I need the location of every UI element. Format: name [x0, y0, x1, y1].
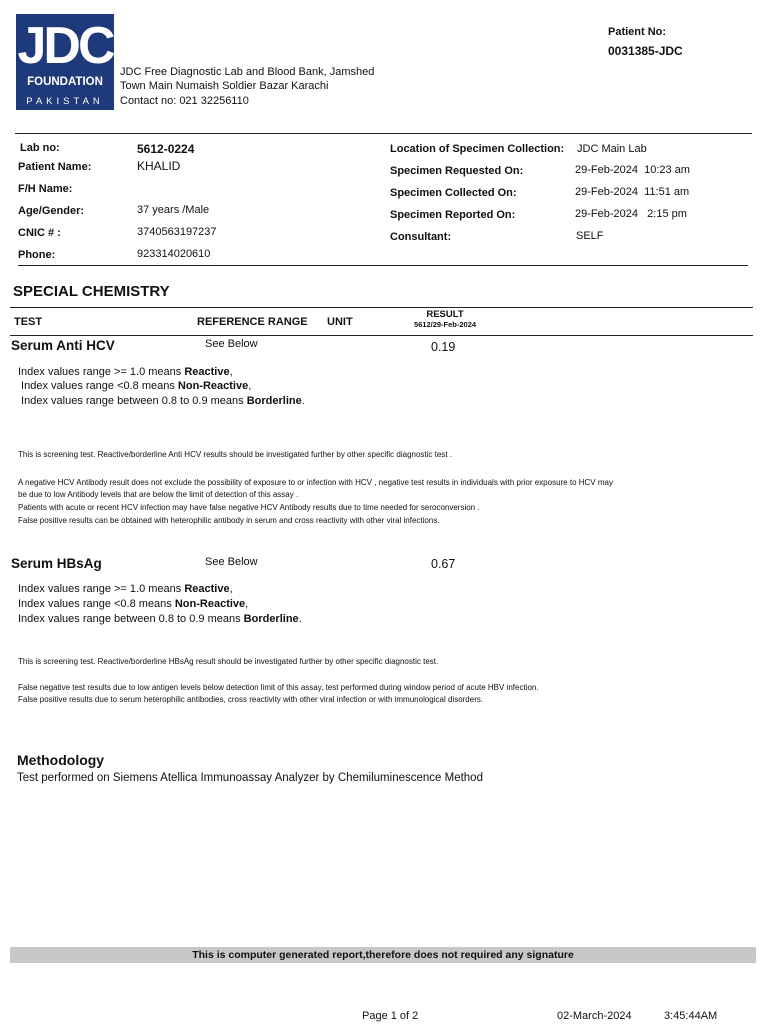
- note-line: A negative HCV Antibody result does not exclude the possibility of exposure to or infection with HCV , negative test results in individuals with prior exposure to HCV may: [18, 478, 613, 487]
- print-time: 3:45:44AM: [664, 1010, 718, 1022]
- location-label: Location of Specimen Collection:: [390, 143, 565, 155]
- patient-no-value: 0031385-JDC: [608, 44, 683, 58]
- range-line: Index values range >= 1.0 means Reactive,: [18, 583, 233, 595]
- th-result: RESULT: [426, 309, 464, 320]
- print-date: 02-March-2024: [557, 1010, 632, 1022]
- note-line: Patients with acute or recent HCV infection may have false negative HCV Antibody results due to time needed for seroconversion .: [18, 503, 480, 512]
- consultant-value: SELF: [576, 230, 604, 242]
- th-result-sub: 5612/29-Feb-2024: [413, 320, 477, 329]
- logo-foundation: FOUNDATION: [27, 76, 103, 88]
- lab-address-line2: Town Main Numaish Soldier Bazar Karachi: [120, 80, 329, 92]
- test-name: Serum Anti HCV: [11, 338, 115, 353]
- th-reference: REFERENCE RANGE: [197, 316, 308, 328]
- requested-value: 29-Feb-2024 10:23 am: [575, 164, 690, 176]
- test-result: 0.67: [431, 557, 456, 571]
- patient-name-label: Patient Name:: [18, 161, 92, 173]
- lab-no-value: 5612-0224: [137, 142, 195, 156]
- age-gender-label: Age/Gender:: [18, 205, 85, 217]
- range-line: Index values range <0.8 means Non-Reactive,: [18, 598, 249, 610]
- consultant-label: Consultant:: [390, 231, 452, 243]
- screening-note: This is screening test. Reactive/borderline Anti HCV results should be investigated further by other specific diagnostic test .: [18, 450, 452, 459]
- note-line: False negative test results due to low antigen levels below detection limit of this assay, test performed during window period of acute HBV infection.: [18, 683, 539, 692]
- fh-name-label: F/H Name:: [18, 183, 73, 195]
- test-reference: See Below: [205, 338, 258, 350]
- location-value: JDC Main Lab: [577, 143, 647, 155]
- patient-divider: [18, 265, 748, 266]
- collected-value: 29-Feb-2024 11:51 am: [575, 186, 690, 198]
- lab-contact: Contact no: 021 32256110: [120, 95, 249, 107]
- section-title: SPECIAL CHEMISTRY: [13, 283, 170, 300]
- screening-note: This is screening test. Reactive/borderline HBsAg result should be investigated further by other specific diagnostic test.: [18, 657, 439, 666]
- cnic-label: CNIC # :: [18, 227, 61, 239]
- lab-address-line1: JDC Free Diagnostic Lab and Blood Bank, Jamshed: [120, 66, 375, 78]
- phone-label: Phone:: [18, 249, 56, 261]
- note-line: False positive results can be obtained with heterophilic antibody in serum and cross reactivity with other viral infections.: [18, 516, 440, 525]
- patient-no-label: Patient No:: [608, 26, 667, 38]
- th-unit: UNIT: [327, 316, 353, 328]
- lab-no-label: Lab no:: [20, 142, 60, 154]
- test-name: Serum HBsAg: [11, 556, 102, 571]
- reported-value: 29-Feb-2024 2:15 pm: [575, 208, 687, 220]
- test-reference: See Below: [205, 556, 258, 568]
- page-number: Page 1 of 2: [362, 1010, 419, 1022]
- requested-label: Specimen Requested On:: [390, 165, 524, 177]
- th-test: TEST: [14, 316, 43, 328]
- logo-brand: JDC: [17, 17, 113, 75]
- table-header-bottom-line: [10, 335, 753, 336]
- methodology-text: Test performed on Siemens Atellica Immunoassay Analyzer by Chemiluminescence Method: [17, 772, 483, 784]
- range-line: Index values range >= 1.0 means Reactive,: [18, 366, 233, 378]
- phone-value: 923314020610: [137, 248, 211, 260]
- logo-country: PAKISTAN: [26, 96, 104, 107]
- cnic-value: 3740563197237: [137, 226, 217, 238]
- table-header-top-line: [10, 307, 753, 308]
- signature-disclaimer: This is computer generated report,therefore does not required any signature: [10, 947, 756, 963]
- collected-label: Specimen Collected On:: [390, 187, 517, 199]
- jdc-logo: [16, 14, 114, 110]
- note-line: False positive results due to serum heterophilic antibodies, cross reactivity with other viral infection or with immunological disorders.: [18, 695, 484, 704]
- patient-name-value: KHALID: [137, 159, 181, 173]
- methodology-title: Methodology: [17, 752, 105, 768]
- note-line: be due to low Antibody levels that are below the limit of detection of this assay .: [18, 490, 299, 499]
- test-result: 0.19: [431, 340, 456, 354]
- range-line: Index values range <0.8 means Non-Reactive,: [18, 380, 252, 392]
- range-line: Index values range between 0.8 to 0.9 means Borderline.: [18, 613, 302, 625]
- range-line: Index values range between 0.8 to 0.9 means Borderline.: [18, 395, 305, 407]
- reported-label: Specimen Reported On:: [390, 209, 516, 221]
- age-gender-value: 37 years /Male: [137, 204, 210, 216]
- header-divider: [15, 133, 752, 134]
